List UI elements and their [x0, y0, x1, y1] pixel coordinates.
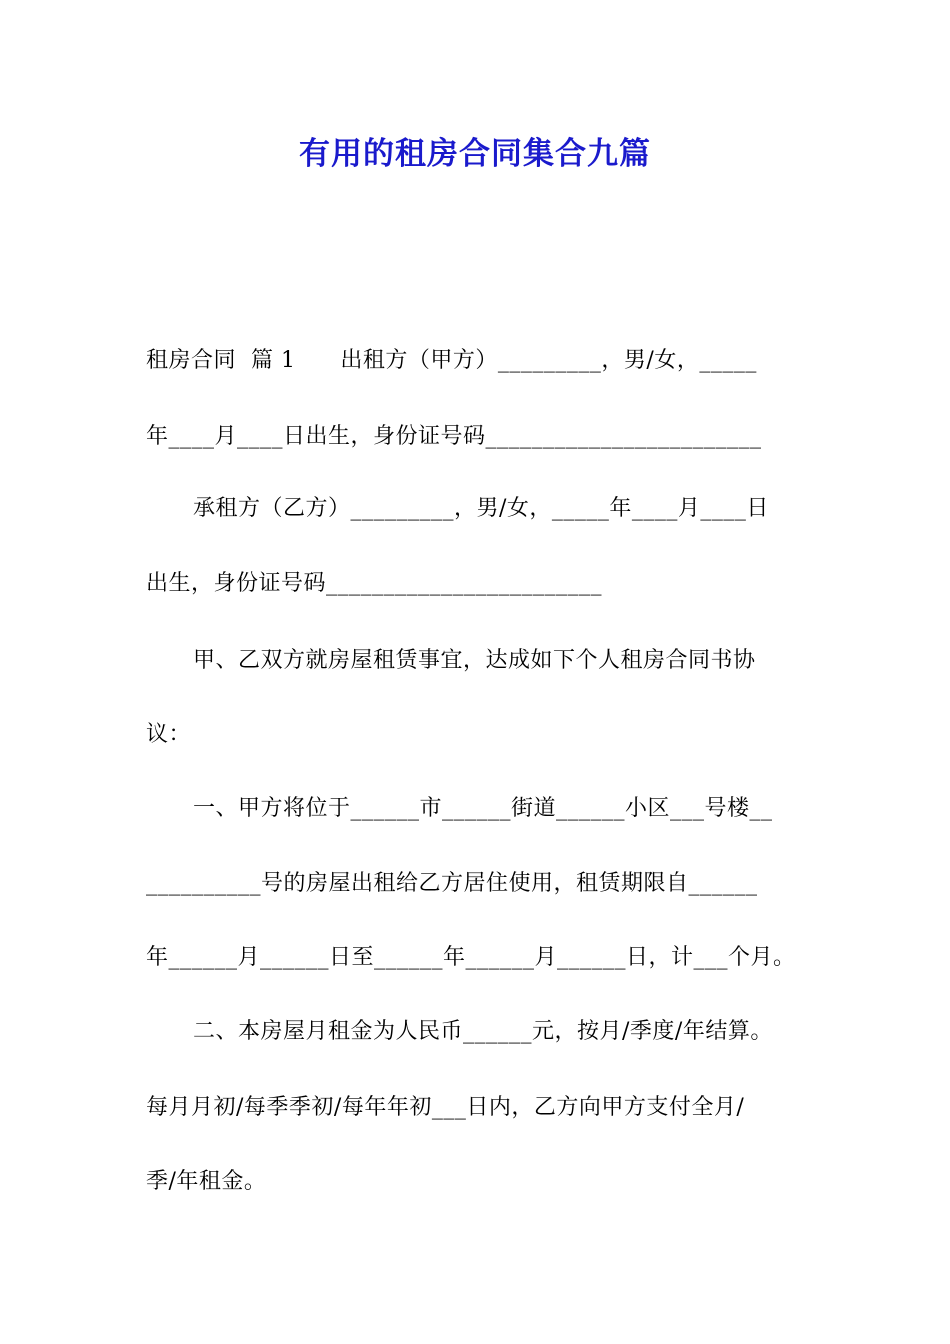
document-title: 有用的租房合同集合九篇: [299, 136, 651, 172]
paragraph-line-11: 每月月初/每季季初/每年年初___日内，乙方向甲方支付全月/: [146, 1095, 745, 1120]
paragraph-line-9: 年______月______日至______年______月______日，计___个月。: [146, 945, 796, 970]
paragraph-line-8: __________号的房屋出租给乙方居住使用，租赁期限自______: [146, 871, 758, 896]
paragraph-line-5: 甲、乙双方就房屋租赁事宜，达成如下个人租房合同书协: [193, 648, 756, 673]
paragraph-line-1: 租房合同 篇 1 出租方（甲方）_________，男/女，_____: [146, 348, 757, 373]
paragraph-line-6: 议：: [146, 722, 192, 747]
paragraph-line-3: 承租方（乙方）_________，男/女，_____年____月____日: [193, 496, 769, 521]
paragraph-line-12: 季/年租金。: [146, 1169, 267, 1194]
paragraph-line-2: 年____月____日出生，身份证号码________________________: [146, 424, 762, 449]
paragraph-line-10: 二、本房屋月租金为人民币______元，按月/季度/年结算。: [193, 1019, 773, 1044]
paragraph-line-7: 一、甲方将位于______市______街道______小区___号楼__: [193, 796, 773, 821]
paragraph-line-4: 出生，身份证号码________________________: [146, 571, 603, 596]
